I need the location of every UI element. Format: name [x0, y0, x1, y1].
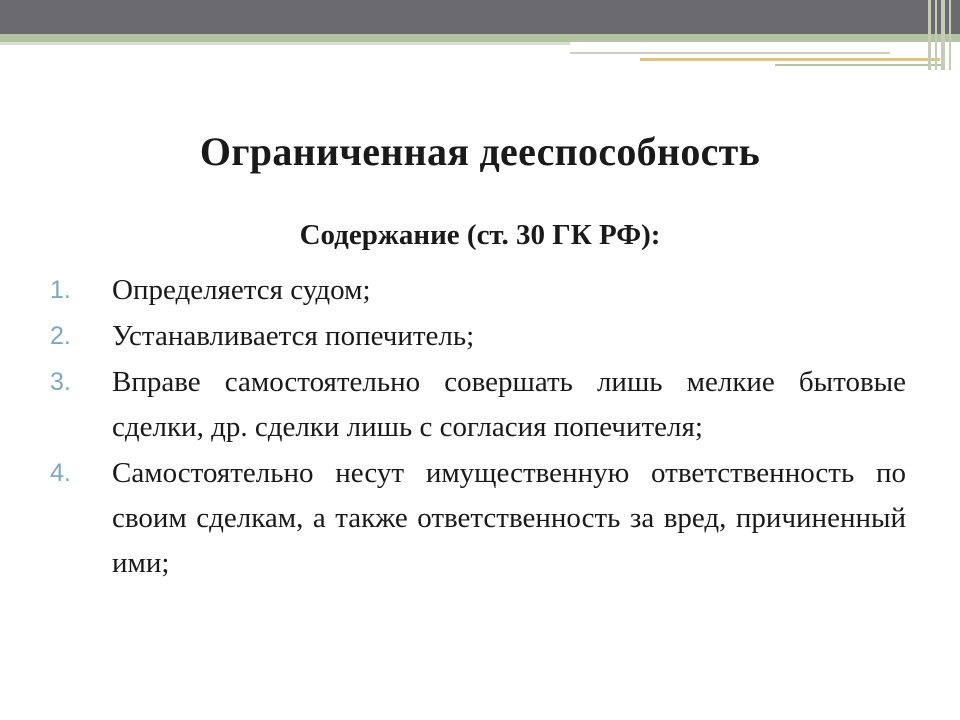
slide-title: Ограниченная дееспособность — [199, 129, 761, 174]
list-item — [50, 268, 906, 313]
list-item — [50, 360, 906, 450]
list-item-number: 2. — [50, 322, 71, 350]
list-item-number: 3. — [50, 368, 71, 396]
header-green-band — [0, 34, 960, 42]
list-item-text: Устанавливается попечитель; — [112, 320, 475, 352]
header-dark-band — [0, 0, 960, 34]
list-item-text: Определяется судом; — [112, 274, 371, 306]
header-right-stripe — [928, 0, 931, 70]
header-step-line — [570, 52, 890, 54]
list-item-number: 4. — [50, 459, 71, 487]
header-right-stripe — [935, 0, 937, 70]
header-right-stripe — [949, 0, 951, 70]
header-gold-line — [640, 58, 940, 61]
header-green-line — [0, 42, 570, 45]
list-item — [50, 314, 906, 359]
content-list — [50, 268, 906, 587]
header-step-line-lower — [775, 64, 945, 66]
header-right-stripe — [941, 0, 945, 70]
slide-subtitle: Содержание (ст. 30 ГК РФ): — [299, 219, 661, 251]
list-item — [50, 451, 906, 586]
list-item-text: Самостоятельно несут имущественную ответственность по своим сделкам, а также ответственность за вред, причиненный ими; — [112, 457, 906, 579]
list-item-text: Вправе самостоятельно совершать лишь мелкие бытовые сделки, др. сделки лишь с согласия попечителя; — [112, 366, 906, 443]
list-item-number: 1. — [50, 276, 71, 304]
